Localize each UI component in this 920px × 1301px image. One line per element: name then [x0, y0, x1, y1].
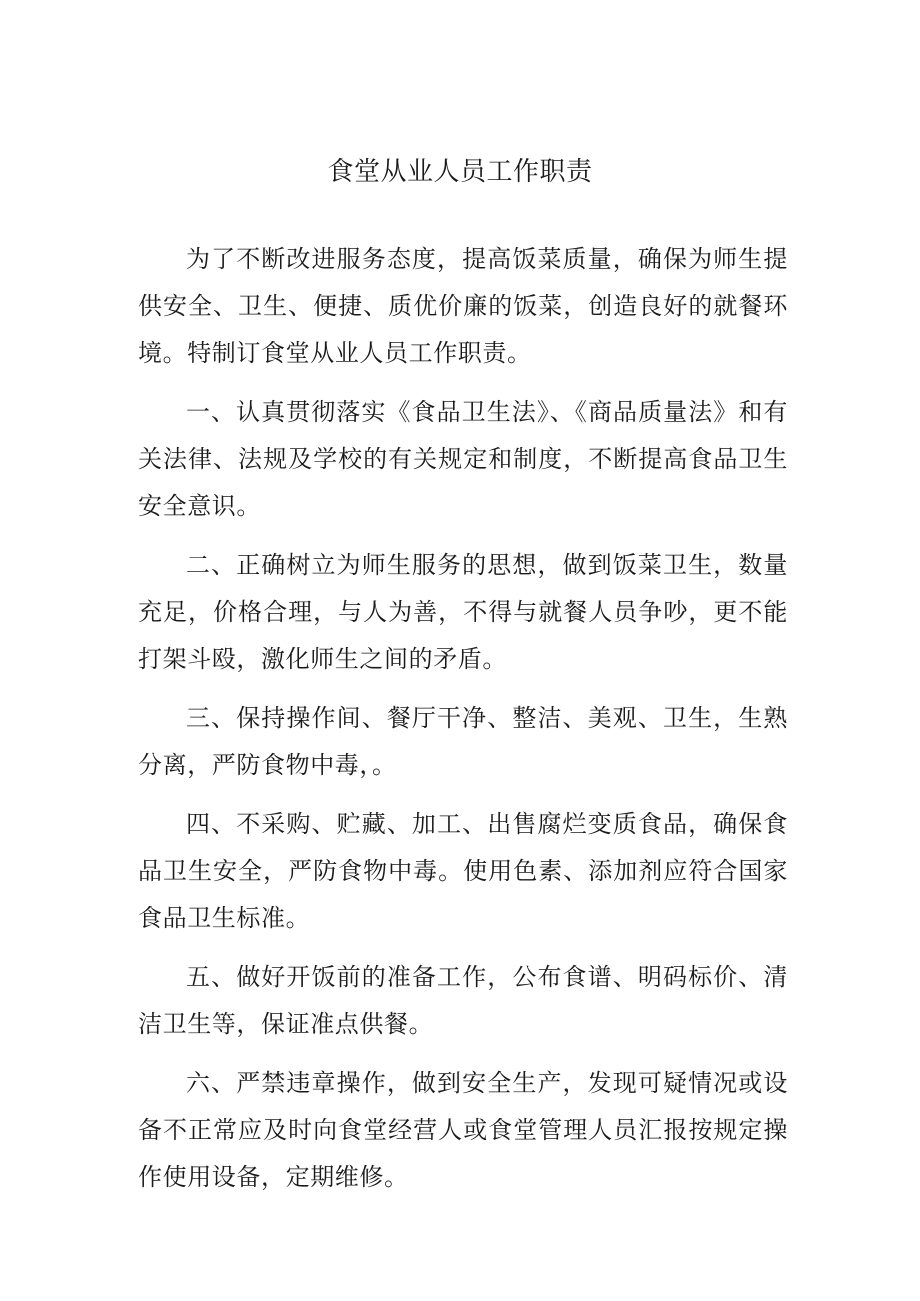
intro-paragraph: 为了不断改进服务态度，提高饭菜质量，确保为师生提供安全、卫生、便捷、质优价廉的饭菜，创造良好的就餐环境。特制订食堂从业人员工作职责。	[138, 245, 788, 367]
duty-item-3: 三、保持操作间、餐厅干净、整洁、美观、卫生，生熟分离，严防食物中毒，。	[138, 704, 788, 779]
document-body	[138, 236, 788, 1213]
document-title: 食堂从业人员工作职责	[327, 157, 593, 187]
duty-item-2: 二、正确树立为师生服务的思想，做到饭菜卫生，数量充足，价格合理，与人为善，不得与就餐人员争吵，更不能打架斗殴，激化师生之间的矛盾。	[138, 551, 788, 673]
duty-item-6: 六、严禁违章操作，做到安全生产，发现可疑情况或设备不正常应及时向食堂经营人或食堂管理人员汇报按规定操作使用设备，定期维修。	[138, 1069, 788, 1191]
duty-item-5: 五、做好开饭前的准备工作，公布食谱、明码标价、清洁卫生等，保证准点供餐。	[138, 963, 788, 1038]
duty-item-1: 一、认真贯彻落实《食品卫生法》、《商品质量法》和有关法律、法规及学校的有关规定和制度，不断提高食品卫生安全意识。	[138, 398, 788, 520]
duty-item-4: 四、不采购、贮藏、加工、出售腐烂变质食品，确保食品卫生安全，严防食物中毒。使用色素、添加剂应符合国家食品卫生标准。	[138, 810, 788, 932]
